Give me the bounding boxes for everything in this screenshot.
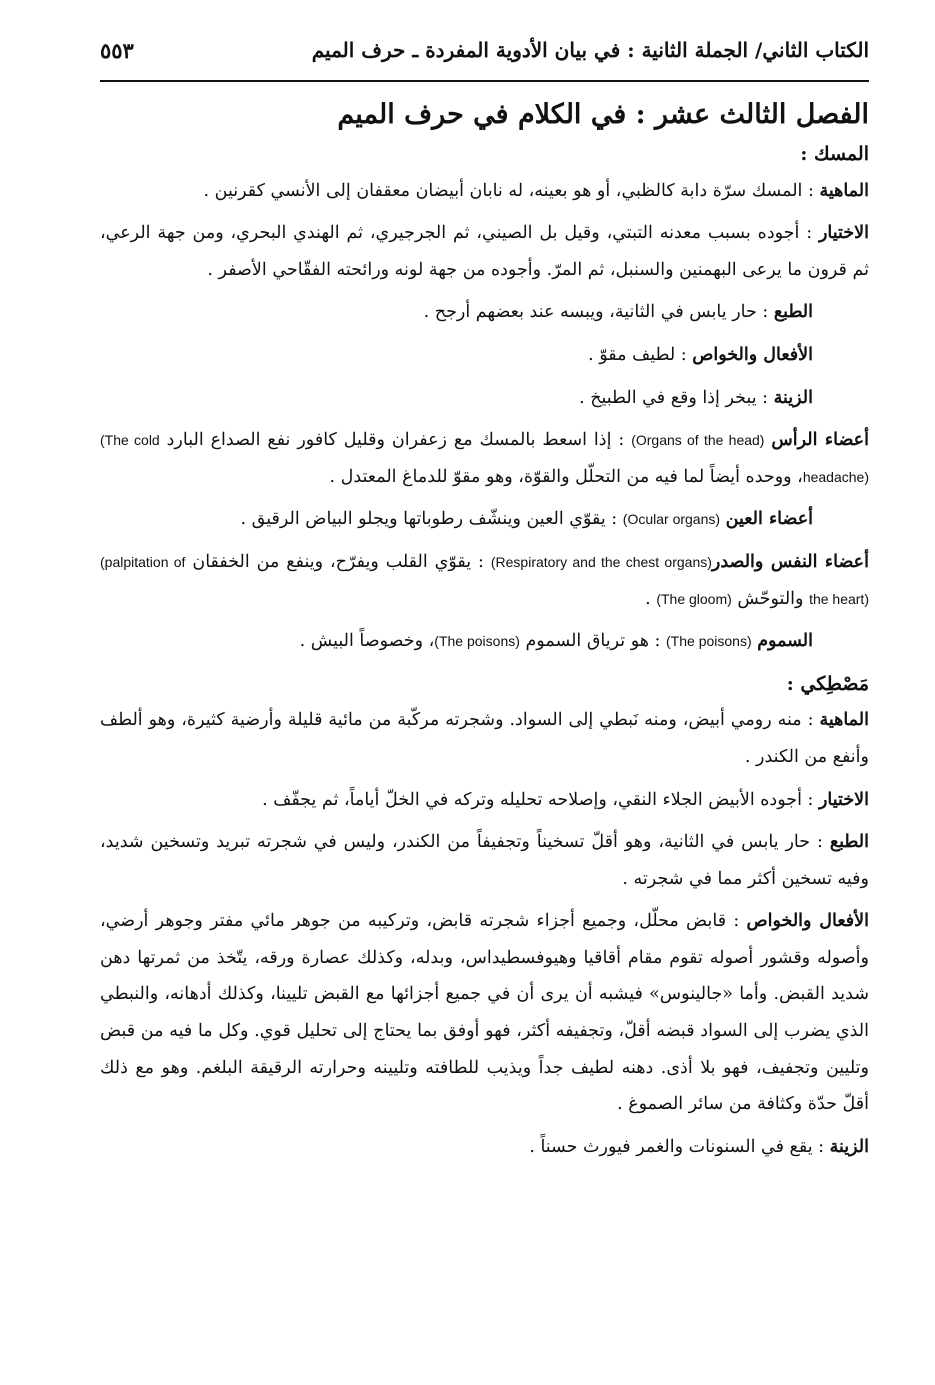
mastic-ikhtiyar-key: الاختيار <box>818 789 869 810</box>
musk-poisons-en2: (The poisons) <box>434 633 520 650</box>
musk-head-en1: (Organs of the head) <box>631 432 765 449</box>
mastic-tab-text: : حار يابس في الثانية، وهو أقلّ تسخيناً وتجفيفاً من الكندر، وليس في شجرته تبريد وتسخين شديد، وفيه تسخين أكثر مما في شجرته . <box>100 832 869 889</box>
musk-chest-en1: (Respiratory and the chest organs) <box>490 553 712 570</box>
musk-tab-key: الطبع <box>773 302 813 323</box>
musk-poisons-key: السموم <box>757 631 813 652</box>
musk-head-key: أعضاء الرأس <box>771 430 869 451</box>
drug-name-mastic: مَصْطِكي : <box>786 672 869 695</box>
musk-mahiya <box>100 173 869 210</box>
mastic-mahiya-text: : منه رومي أبيض، ومنه نَبطي إلى السواد. وشجرته مركّبة من مائية قليلة وأرضية كثيرة، وهو ألطف وأنفع من الكندر . <box>100 710 869 767</box>
musk-eye-text: : يقوّي العين وينشّف رطوباتها ويجلو البياض الرقيق . <box>240 509 618 530</box>
musk-head-organs <box>100 422 869 495</box>
musk-ikhtiyar <box>100 215 869 288</box>
page-body <box>100 96 869 1171</box>
musk-chest-organs <box>100 544 869 617</box>
header-rule <box>100 80 869 82</box>
running-header <box>100 32 869 68</box>
mastic-mahiya-key: الماهية <box>819 710 869 731</box>
musk-tab-text: : حار يابس في الثانية، ويبسه عند بعضهم أرجح . <box>423 302 769 323</box>
musk-poisons-en1: (The poisons) <box>666 633 752 650</box>
mastic-ikhtiyar-text: : أجوده الأبيض الجلاء النقي، وإصلاحه تحليله وتركه في الخلّ أياماً، ثم يجفّف . <box>262 789 814 810</box>
musk-mahiya-key: الماهية <box>819 180 869 201</box>
mastic-zina <box>100 1129 869 1166</box>
musk-chest-key: أعضاء النفس والصدر <box>711 551 869 572</box>
musk-chest-text1: : يقوّي القلب ويفرّح، وينفع من الخفقان <box>192 551 484 572</box>
mastic-mahiya <box>100 702 869 775</box>
musk-chest-text2: والتوحّش <box>737 588 804 609</box>
chapter-title: الفصل الثالث عشر : في الكلام في حرف الميم <box>337 99 869 130</box>
musk-afal <box>100 337 869 374</box>
musk-afal-text: : لطيف مقوّ . <box>588 344 687 365</box>
mastic-zina-text: : يقع في السنونات والغمر فيورث حسناً . <box>529 1136 825 1157</box>
mastic-afal-text: : قابض محلّل، وجميع أجزاء شجرته قابض، وتركيبه من جوهر مائي مفتر وجوهر أرضي، وأصوله وقشور أصوله تقوم مقام أقاقيا وهيوفسطيداس، وبدله، وكذلك عصارة ورقه، يتّخذ من ثمرتها دهن شديد القبض. وأما «جالينوس» فيشبه أن يرى أن في جميع أجزائها مع القبض تليينا، وكذلك أدهانه، والنبطي الذي يضرب إلى السواد قبضه أقلّ، وتجفيفه أكثر، فهو أوفق بما يحتاج إلى تحليل قوي. وكل ما فيه من قبض وتليين وتجفيف، فهو بلا أذى. دهنه لطيف جداً ويذيب للطافته وتليينه وحرارته الرقيقة البلغم. وهو مع ذلك أقلّ حدّة وكثافة من سائر الصموغ . <box>100 911 869 1115</box>
header-title: الكتاب الثاني/ الجملة الثانية : في بيان الأدوية المفردة ـ حرف الميم <box>311 38 869 62</box>
mastic-ikhtiyar <box>100 782 869 819</box>
musk-tab <box>100 294 869 331</box>
musk-zina-key: الزينة <box>773 387 813 408</box>
drug-name-musk: المسك : <box>800 143 869 165</box>
musk-poisons-text1: : هو ترياق السموم <box>525 631 661 652</box>
mastic-tab-key: الطبع <box>829 832 869 853</box>
musk-eye-en: (Ocular organs) <box>622 511 721 528</box>
musk-poisons <box>100 623 869 660</box>
musk-ikhtiyar-key: الاختيار <box>818 223 869 244</box>
musk-head-text1: : إذا اسعط بالمسك مع زعفران وقليل كافور نفع الصداع البارد <box>166 430 625 451</box>
mastic-zina-key: الزينة <box>829 1136 869 1157</box>
musk-mahiya-text: : المسك سرّة دابة كالظبي، أو هو بعينه، له نابان أبيضان معقفان إلى الأنسي كقرنين . <box>203 180 814 201</box>
musk-zina <box>100 380 869 417</box>
musk-head-en2: (The cold headache) <box>100 432 869 485</box>
mastic-afal-key: الأفعال والخواص <box>746 911 869 932</box>
musk-chest-en2: (palpitation of the heart) <box>100 553 869 607</box>
page-number: ٥٥٣ <box>100 37 134 63</box>
musk-eye-key: أعضاء العين <box>725 509 813 530</box>
mastic-tab <box>100 824 869 897</box>
musk-zina-text: : يبخر إذا وقع في الطبيخ . <box>579 387 769 408</box>
musk-eye-organs <box>100 501 869 538</box>
musk-chest-en3: (The gloom) <box>656 590 732 607</box>
musk-poisons-text2: ، وخصوصاً البيش . <box>299 631 435 652</box>
mastic-afal <box>100 903 869 1123</box>
musk-head-text2: ، ووحده أيضاً لما فيه من التحلّل والقوّة، وهو مقوّ للدماغ المعتدل . <box>329 466 803 487</box>
musk-ikhtiyar-text: : أجوده بسبب معدنه التبتي، وقيل بل الصيني، ثم الجرجيري، ثم الهندي البحري، ومن جهة الرعي، ثم قرون ما يرعى البهمنين والسنبل، ثم المرّ. وأجوده من جهة لونه ورائحته الفقّاحي الأصفر . <box>100 223 869 280</box>
musk-afal-key: الأفعال والخواص <box>692 344 813 365</box>
musk-chest-text3: . <box>645 588 651 609</box>
